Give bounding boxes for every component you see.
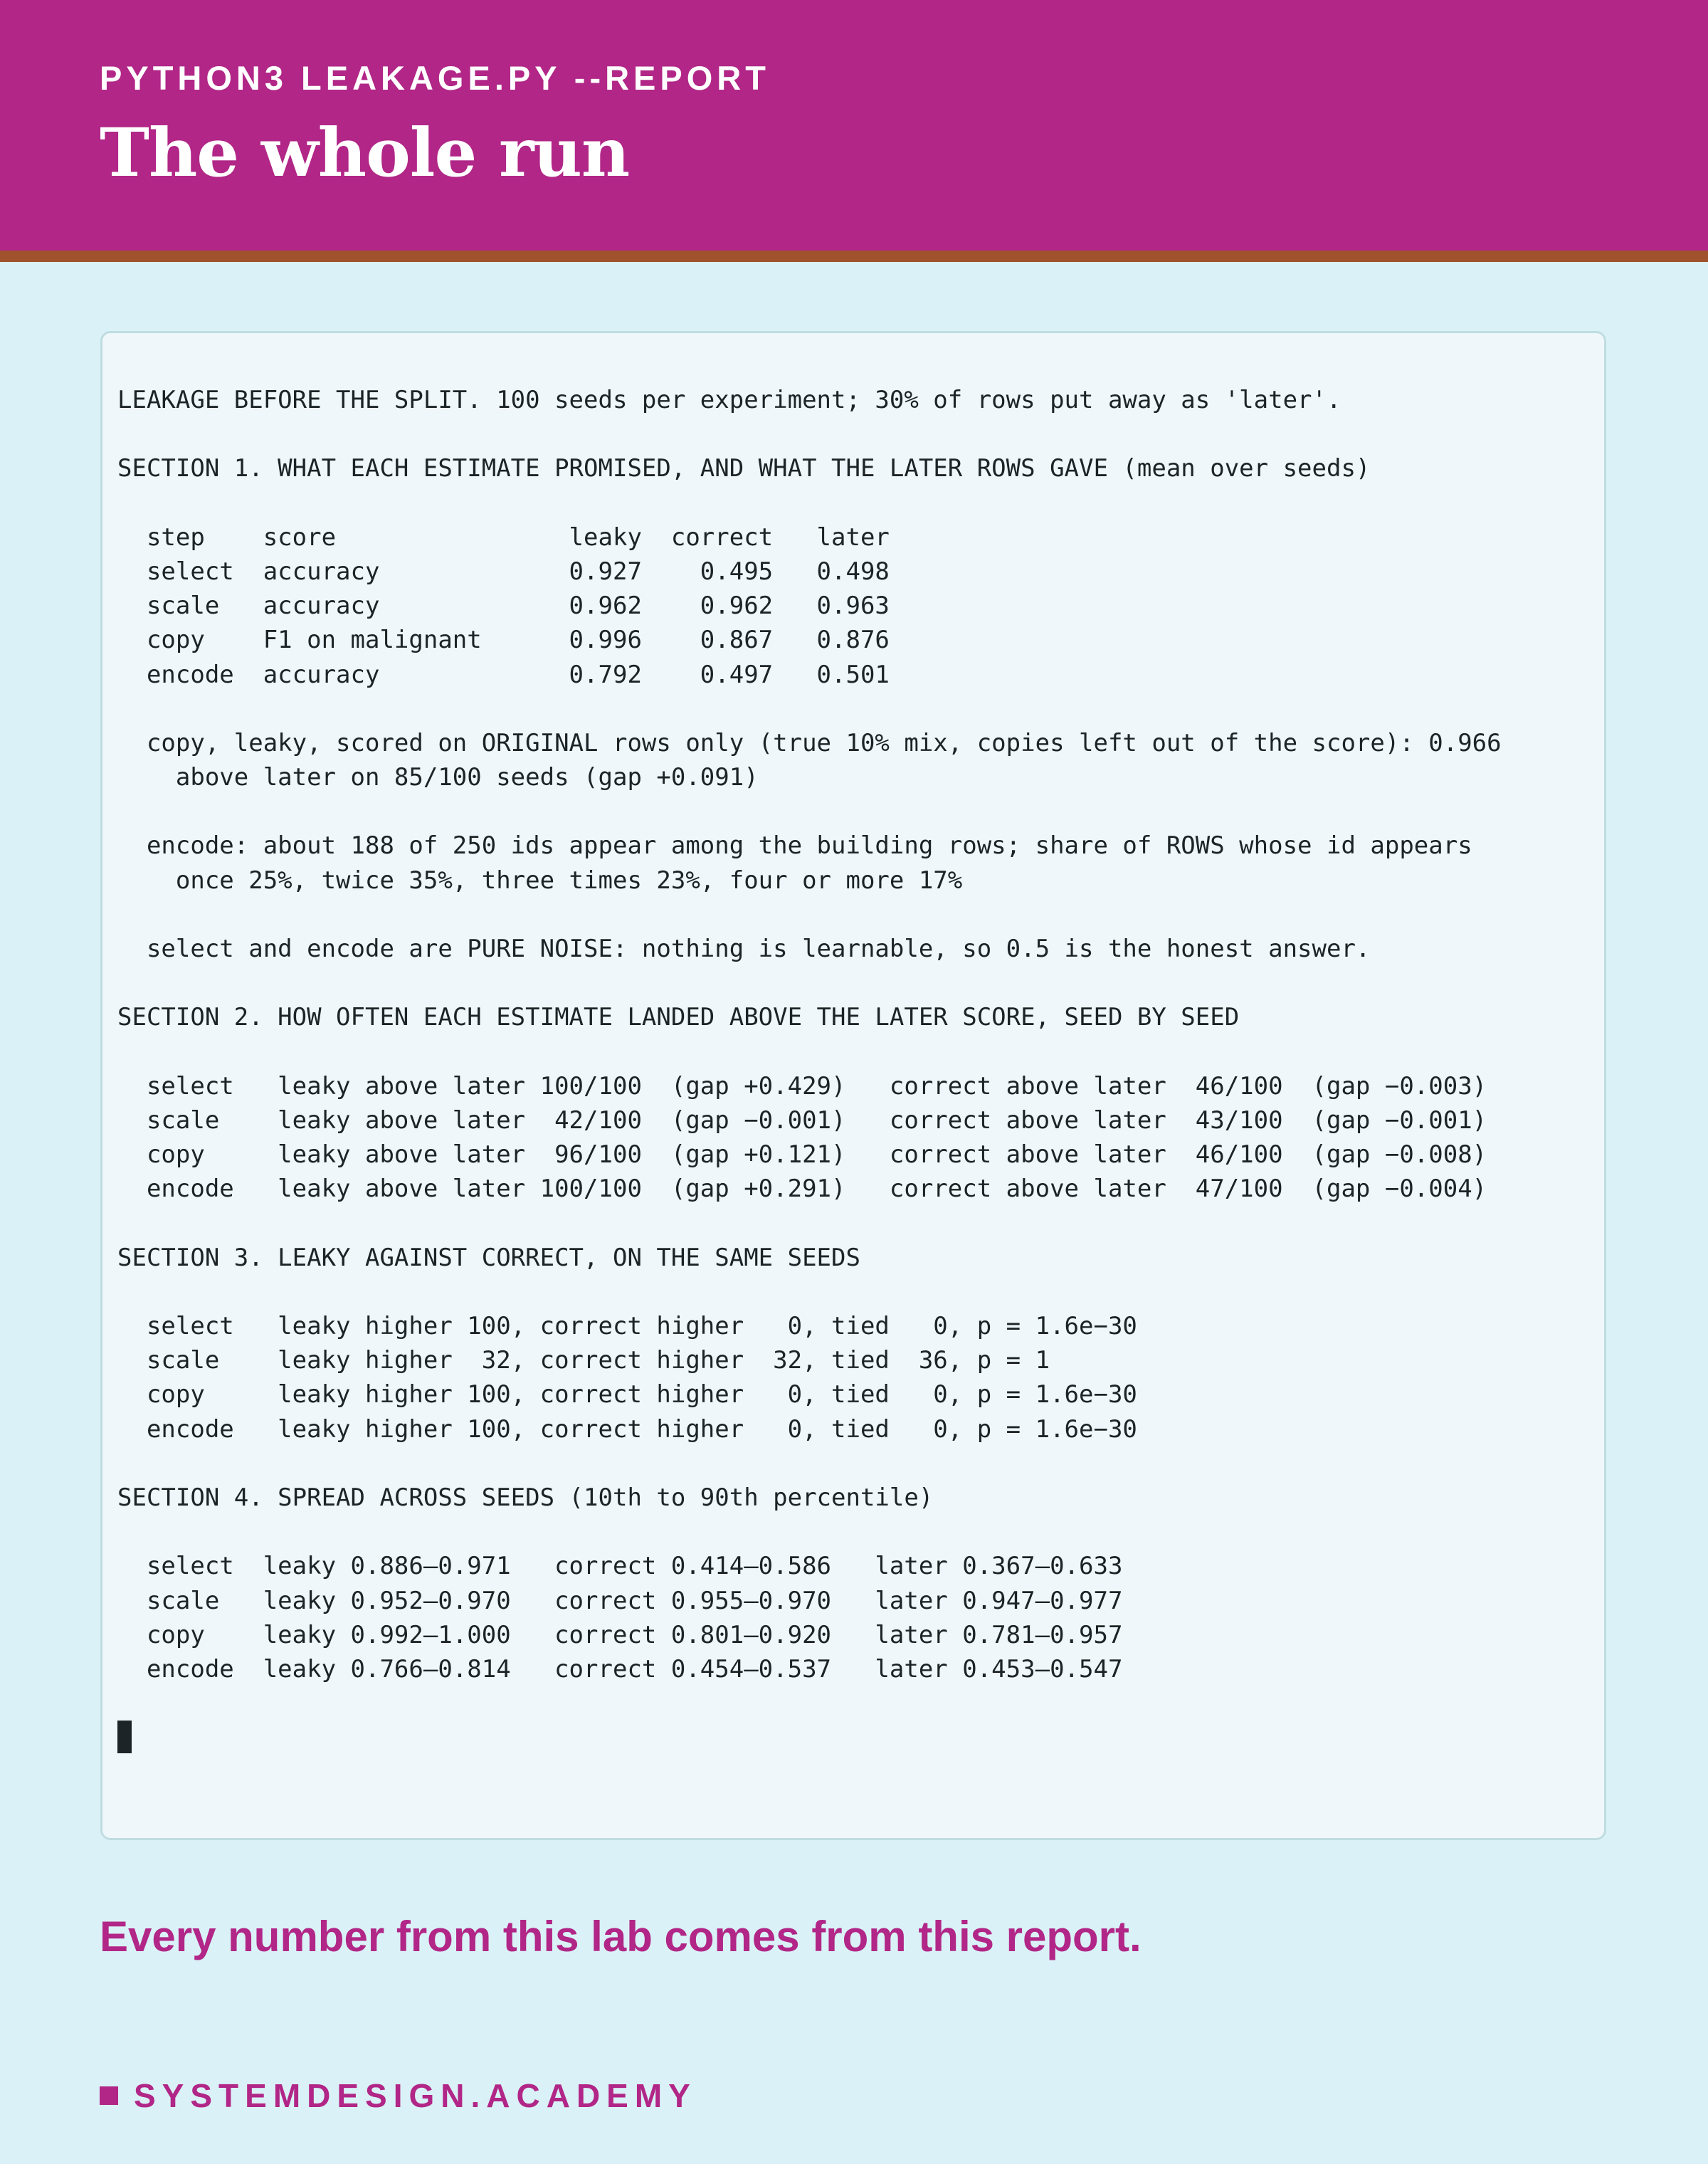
brand-square-icon [100, 2086, 118, 2105]
terminal-line: copy leaky above later 96/100 (gap +0.121) correct above later 46/100 (gap −0.008) [117, 1140, 1487, 1170]
terminal-line: above later on 85/100 seeds (gap +0.091) [117, 763, 759, 792]
terminal-line: select and encode are PURE NOISE: nothing is learnable, so 0.5 is the honest answer. [117, 935, 1371, 963]
terminal-line: once 25%, twice 35%, three times 23%, four or more 17% [117, 866, 963, 895]
terminal-blank-line [117, 1446, 1502, 1481]
terminal-line: LEAKAGE BEFORE THE SPLIT. 100 seeds per experiment; 30% of rows put away as 'later'. [117, 386, 1341, 414]
terminal-line: SECTION 1. WHAT EACH ESTIMATE PROMISED, AND WHAT THE LATER ROWS GAVE (mean over seeds) [117, 454, 1371, 483]
header-banner [0, 0, 1708, 251]
terminal-line: scale leaky 0.952–0.970 correct 0.955–0.970 later 0.947–0.977 [117, 1586, 1123, 1615]
terminal-blank-line [117, 417, 1502, 451]
terminal-line: encode leaky higher 100, correct higher 0, tied 0, p = 1.6e−30 [117, 1414, 1137, 1444]
terminal-line: encode: about 188 of 250 ids appear among the building rows; share of ROWS whose id appears [117, 831, 1472, 861]
terminal-line: encode leaky above later 100/100 (gap +0.291) correct above later 47/100 (gap −0.004) [117, 1175, 1487, 1204]
terminal-line: copy F1 on malignant 0.996 0.867 0.876 [117, 626, 890, 655]
terminal-line: select leaky higher 100, correct higher 0, tied 0, p = 1.6e−30 [117, 1312, 1137, 1341]
terminal-line: select leaky above later 100/100 (gap +0.429) correct above later 46/100 (gap −0.003) [117, 1071, 1487, 1101]
terminal-blank-line [117, 898, 1502, 932]
terminal-line: encode accuracy 0.792 0.497 0.501 [117, 660, 890, 689]
brand-name: SYSTEMDESIGN.ACADEMY [134, 2077, 697, 2114]
terminal-line: encode leaky 0.766–0.814 correct 0.454–0.537 later 0.453–0.547 [117, 1654, 1123, 1684]
terminal-blank-line [117, 1035, 1502, 1069]
terminal-line: copy leaky 0.992–1.000 correct 0.801–0.920 later 0.781–0.957 [117, 1620, 1123, 1649]
terminal-line: scale leaky above later 42/100 (gap −0.001) correct above later 43/100 (gap −0.001) [117, 1105, 1487, 1135]
terminal-blank-line [117, 1275, 1502, 1309]
terminal-blank-line [117, 794, 1502, 829]
terminal-line: SECTION 2. HOW OFTEN EACH ESTIMATE LANDED ABOVE THE LATER SCORE, SEED BY SEED [117, 1003, 1240, 1032]
terminal-line: select accuracy 0.927 0.495 0.498 [117, 557, 890, 586]
tagline: Every number from this lab comes from this report. [100, 1913, 1142, 1960]
page-title: The whole run [100, 114, 630, 192]
brand-logo[interactable] [100, 2076, 697, 2115]
terminal-blank-line [117, 966, 1502, 1000]
terminal-cursor [117, 1721, 132, 1753]
terminal-blank-line [117, 1207, 1502, 1241]
terminal-line: SECTION 4. SPREAD ACROSS SEEDS (10th to 90th percentile) [117, 1483, 934, 1512]
terminal-blank-line [117, 692, 1502, 726]
terminal-blank-line [117, 486, 1502, 520]
terminal-blank-line [117, 1515, 1502, 1549]
terminal-output [117, 383, 1502, 1686]
terminal-line: scale accuracy 0.962 0.962 0.963 [117, 592, 890, 621]
terminal-line: step score leaky correct later [117, 522, 890, 552]
header-divider [0, 251, 1708, 262]
terminal-line: copy, leaky, scored on ORIGINAL rows only (true 10% mix, copies left out of the score): 0.966 [117, 728, 1502, 757]
terminal-line: SECTION 3. LEAKY AGAINST CORRECT, ON THE SAME SEEDS [117, 1243, 860, 1272]
terminal-line: scale leaky higher 32, correct higher 32, tied 36, p = 1 [117, 1346, 1050, 1375]
terminal-line: select leaky 0.886–0.971 correct 0.414–0.586 later 0.367–0.633 [117, 1552, 1123, 1581]
terminal-line: copy leaky higher 100, correct higher 0, tied 0, p = 1.6e−30 [117, 1380, 1137, 1409]
command-eyebrow: PYTHON3 LEAKAGE.PY --REPORT [100, 59, 770, 97]
